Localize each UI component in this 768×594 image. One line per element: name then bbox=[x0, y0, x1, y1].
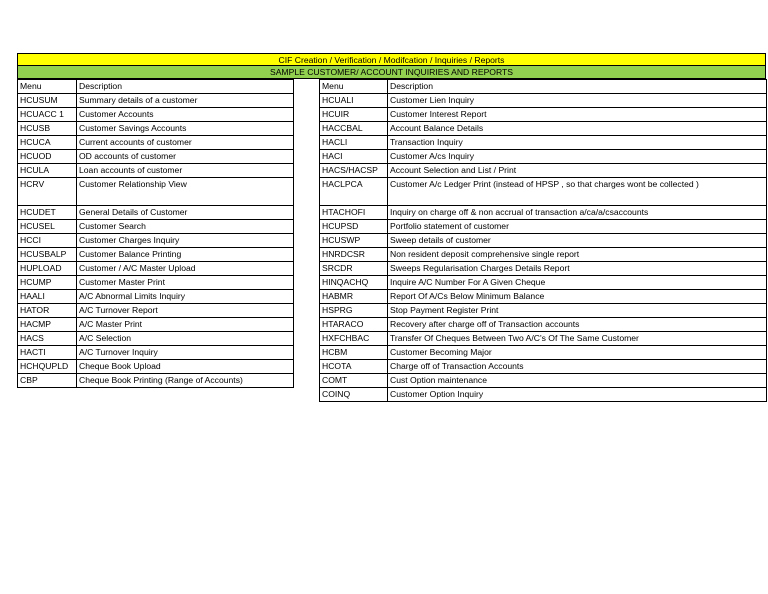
menu-code-cell: HCUOD bbox=[18, 150, 77, 164]
table-row bbox=[320, 262, 767, 276]
description-cell: Inquiry on charge off & non accrual of transaction a/ca/a/csaccounts bbox=[388, 206, 767, 220]
table-row bbox=[320, 332, 767, 346]
menu-code-cell: HCULA bbox=[18, 164, 77, 178]
menu-code-cell: HNRDCSR bbox=[320, 248, 388, 262]
description-cell: Customer Accounts bbox=[77, 108, 294, 122]
spreadsheet bbox=[17, 53, 766, 399]
menu-code-cell: CBP bbox=[18, 374, 77, 388]
menu-code-cell: HACS/HACSP bbox=[320, 164, 388, 178]
table-row bbox=[320, 318, 767, 332]
description-cell: Account Balance Details bbox=[388, 122, 767, 136]
table-row bbox=[18, 332, 294, 346]
table-header-row bbox=[18, 80, 294, 94]
table-row bbox=[320, 276, 767, 290]
menu-column-header: Menu bbox=[320, 80, 388, 94]
menu-code-cell: HCUSWP bbox=[320, 234, 388, 248]
table-row bbox=[18, 220, 294, 234]
description-column-header: Description bbox=[77, 80, 294, 94]
menu-code-cell: HCHQUPLD bbox=[18, 360, 77, 374]
description-cell: Transfer Of Cheques Between Two A/C's Of The Same Customer bbox=[388, 332, 767, 346]
description-cell: A/C Selection bbox=[77, 332, 294, 346]
table-row bbox=[320, 220, 767, 234]
menu-code-cell: HACMP bbox=[18, 318, 77, 332]
table-row bbox=[320, 346, 767, 360]
menu-code-cell: HCBM bbox=[320, 346, 388, 360]
menu-code-cell: HCCI bbox=[18, 234, 77, 248]
table-row bbox=[320, 374, 767, 388]
table-row bbox=[18, 304, 294, 318]
menu-code-cell: HACI bbox=[320, 150, 388, 164]
menu-code-cell: HACS bbox=[18, 332, 77, 346]
table-row bbox=[320, 360, 767, 374]
table-row bbox=[320, 150, 767, 164]
table-row bbox=[320, 290, 767, 304]
menu-code-cell: HXFCHBAC bbox=[320, 332, 388, 346]
description-cell: Cheque Book Printing (Range of Accounts) bbox=[77, 374, 294, 388]
description-cell: Customer Savings Accounts bbox=[77, 122, 294, 136]
description-cell: Customer / A/C Master Upload bbox=[77, 262, 294, 276]
table-row bbox=[320, 108, 767, 122]
table-row bbox=[18, 360, 294, 374]
table-row bbox=[18, 318, 294, 332]
menu-code-cell: HACCBAL bbox=[320, 122, 388, 136]
menu-code-cell: HTACHOFI bbox=[320, 206, 388, 220]
description-cell: Customer A/cs Inquiry bbox=[388, 150, 767, 164]
table-row bbox=[320, 206, 767, 220]
table-row bbox=[18, 346, 294, 360]
menu-code-cell: HCUSB bbox=[18, 122, 77, 136]
description-cell: Cust Option maintenance bbox=[388, 374, 767, 388]
menu-code-cell: HATOR bbox=[18, 304, 77, 318]
description-cell: Recovery after charge off of Transaction accounts bbox=[388, 318, 767, 332]
menu-code-cell: HCUSUM bbox=[18, 94, 77, 108]
menu-code-cell: COINQ bbox=[320, 388, 388, 402]
menu-code-cell: HINQACHQ bbox=[320, 276, 388, 290]
description-cell: Transaction Inquiry bbox=[388, 136, 767, 150]
menu-code-cell: HCUACC 1 bbox=[18, 108, 77, 122]
description-cell: A/C Turnover Report bbox=[77, 304, 294, 318]
description-cell: Customer Option Inquiry bbox=[388, 388, 767, 402]
description-cell: Charge off of Transaction Accounts bbox=[388, 360, 767, 374]
sheet-subtitle: SAMPLE CUSTOMER/ ACCOUNT INQUIRIES AND REPORTS bbox=[17, 66, 766, 79]
menu-code-cell: HSPRG bbox=[320, 304, 388, 318]
table-row bbox=[320, 304, 767, 318]
description-cell: OD accounts of customer bbox=[77, 150, 294, 164]
description-cell: Stop Payment Register Print bbox=[388, 304, 767, 318]
menu-code-cell: HCRV bbox=[18, 178, 77, 206]
description-cell: Customer Interest Report bbox=[388, 108, 767, 122]
table-row bbox=[320, 248, 767, 262]
table-row bbox=[18, 206, 294, 220]
description-column-header: Description bbox=[388, 80, 767, 94]
table-row bbox=[18, 122, 294, 136]
description-cell: A/C Master Print bbox=[77, 318, 294, 332]
table-row bbox=[18, 248, 294, 262]
menu-code-cell: HABMR bbox=[320, 290, 388, 304]
menu-column-header: Menu bbox=[18, 80, 77, 94]
description-cell: Customer Relationship View bbox=[77, 178, 294, 206]
description-cell: Customer A/c Ledger Print (instead of HPSP , so that charges wont be collected ) bbox=[388, 178, 767, 206]
description-cell: Portfolio statement of customer bbox=[388, 220, 767, 234]
menu-code-cell: HCUSEL bbox=[18, 220, 77, 234]
description-cell: Sweeps Regularisation Charges Details Report bbox=[388, 262, 767, 276]
table-row bbox=[320, 136, 767, 150]
table-row bbox=[18, 234, 294, 248]
menu-code-cell: HCUIR bbox=[320, 108, 388, 122]
description-cell: Customer Master Print bbox=[77, 276, 294, 290]
table-row bbox=[18, 178, 294, 206]
right-menu-table bbox=[319, 79, 767, 402]
description-cell: Customer Charges Inquiry bbox=[77, 234, 294, 248]
menu-code-cell: HCUPSD bbox=[320, 220, 388, 234]
menu-code-cell: SRCDR bbox=[320, 262, 388, 276]
description-cell: Cheque Book Upload bbox=[77, 360, 294, 374]
table-row bbox=[18, 262, 294, 276]
table-row bbox=[320, 178, 767, 206]
menu-code-cell: HCUSBALP bbox=[18, 248, 77, 262]
menu-code-cell: HCUCA bbox=[18, 136, 77, 150]
table-header-row bbox=[320, 80, 767, 94]
description-cell: Sweep details of customer bbox=[388, 234, 767, 248]
table-row bbox=[18, 290, 294, 304]
description-cell: General Details of Customer bbox=[77, 206, 294, 220]
table-row bbox=[320, 94, 767, 108]
menu-code-cell: HCUALI bbox=[320, 94, 388, 108]
table-row bbox=[18, 108, 294, 122]
table-row bbox=[18, 164, 294, 178]
description-cell: Customer Search bbox=[77, 220, 294, 234]
table-row bbox=[320, 388, 767, 402]
table-row bbox=[320, 164, 767, 178]
table-row bbox=[18, 150, 294, 164]
left-menu-table bbox=[17, 79, 294, 388]
menu-code-cell: HUPLOAD bbox=[18, 262, 77, 276]
description-cell: A/C Turnover Inquiry bbox=[77, 346, 294, 360]
menu-code-cell: HACTI bbox=[18, 346, 77, 360]
description-cell: Non resident deposit comprehensive single report bbox=[388, 248, 767, 262]
table-row bbox=[18, 374, 294, 388]
description-cell: Account Selection and List / Print bbox=[388, 164, 767, 178]
description-cell: Summary details of a customer bbox=[77, 94, 294, 108]
table-row bbox=[320, 122, 767, 136]
menu-code-cell: HAALI bbox=[18, 290, 77, 304]
menu-code-cell: COMT bbox=[320, 374, 388, 388]
menu-code-cell: HACLI bbox=[320, 136, 388, 150]
description-cell: Customer Balance Printing bbox=[77, 248, 294, 262]
description-cell: Loan accounts of customer bbox=[77, 164, 294, 178]
description-cell: Report Of A/Cs Below Minimum Balance bbox=[388, 290, 767, 304]
menu-code-cell: HCUDET bbox=[18, 206, 77, 220]
description-cell: A/C Abnormal Limits Inquiry bbox=[77, 290, 294, 304]
menu-code-cell: HCUMP bbox=[18, 276, 77, 290]
sheet-title: CIF Creation / Verification / Modifcation / Inquiries / Reports bbox=[17, 53, 766, 66]
description-cell: Customer Lien Inquiry bbox=[388, 94, 767, 108]
description-cell: Current accounts of customer bbox=[77, 136, 294, 150]
table-row bbox=[18, 276, 294, 290]
menu-code-cell: HCOTA bbox=[320, 360, 388, 374]
description-cell: Inquire A/C Number For A Given Cheque bbox=[388, 276, 767, 290]
menu-code-cell: HACLPCA bbox=[320, 178, 388, 206]
menu-code-cell: HTARACO bbox=[320, 318, 388, 332]
table-row bbox=[18, 94, 294, 108]
table-row bbox=[320, 234, 767, 248]
table-row bbox=[18, 136, 294, 150]
description-cell: Customer Becoming Major bbox=[388, 346, 767, 360]
